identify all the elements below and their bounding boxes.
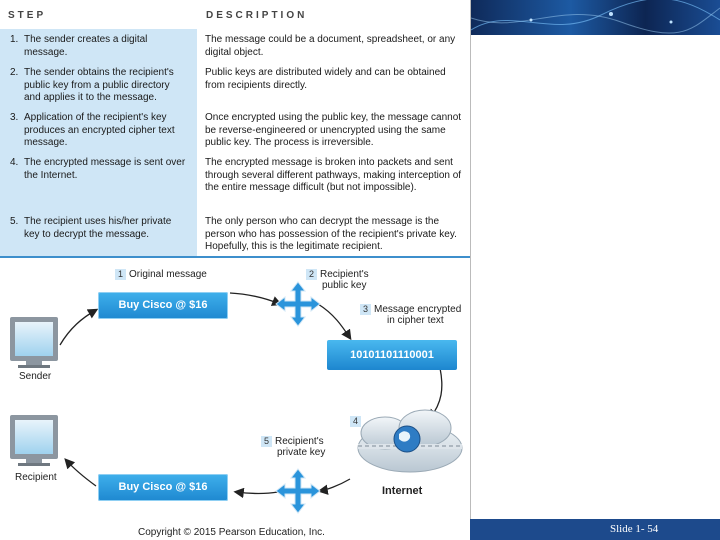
label-original-message: 1 Original message	[115, 269, 207, 280]
table-header	[0, 0, 470, 29]
label-recipient-public-key: 2 Recipient's public key	[306, 269, 369, 291]
description-header: DESCRIPTION	[206, 10, 308, 21]
recipient-label: Recipient	[15, 472, 57, 483]
diagram-graphics	[0, 258, 470, 519]
copyright-text: Copyright © 2015 Pearson Education, Inc.	[138, 527, 325, 538]
slide-number: Slide 1- 54	[610, 523, 659, 535]
description-4: The encrypted message is broken into packets and sent through several different pathways, making interception of the entire message difficult (but not impossible).	[205, 157, 462, 193]
original-message-box: Buy Cisco @ $16	[98, 292, 228, 319]
description-3: Once encrypted using the public key, the message cannot be reverse-engineered or unencrypted using the same public key. The process is irreversible.	[205, 112, 462, 148]
internet-cloud-icon	[358, 410, 462, 472]
decrypted-message-box: Buy Cisco @ $16	[98, 474, 228, 501]
sender-computer-icon	[10, 317, 58, 368]
label-4: 4	[350, 416, 364, 427]
steps-table: 1. The sender creates a digital message. The message could be a document, spreadsheet, or any digital object. 2. The sender obtains the recipient's public key from a public directory and applies it to the message. Public keys are distributed widely and can be obtained from recipients directly. 3. Application of the recipient's key produces an encrypted cipher text message. Once encrypted using the public key, the message cannot be reverse-engineered or unencrypted using the same public key. The process is irreversible. 4. The encrypted message is sent over the Internet. The encrypted message is broken into packets and sent through several different pathways, making interception of the entire message difficult (but not impossible). 5. The recipient uses his/her private key to decrypt the message. The only person who can decrypt the message is the person who has possession of the recipient's private key. Hopefully, this is the legitimate recipient.	[0, 29, 470, 256]
label-recipient-private-key: 5 Recipient's private key	[261, 436, 325, 458]
encryption-diagram	[0, 258, 470, 519]
description-5: The only person who can decrypt the message is the person who has possession of the recipient's private key. Hopefully, this is the legitimate recipient.	[205, 216, 457, 252]
internet-label: Internet	[382, 485, 423, 497]
footer-bar	[470, 519, 720, 540]
cipher-text-box: 10101101110001	[327, 340, 457, 370]
description-1: The message could be a document, spreadsheet, or any digital object.	[205, 34, 456, 58]
private-key-icon	[276, 469, 320, 513]
decorative-banner	[471, 0, 720, 35]
recipient-computer-icon	[10, 415, 58, 466]
sender-label: Sender	[19, 371, 52, 382]
step-header: STEP	[8, 10, 47, 21]
description-2: Public keys are distributed widely and can be obtained from recipients directly.	[205, 67, 446, 91]
label-message-encrypted: 3 Message encrypted in cipher text	[360, 304, 461, 326]
